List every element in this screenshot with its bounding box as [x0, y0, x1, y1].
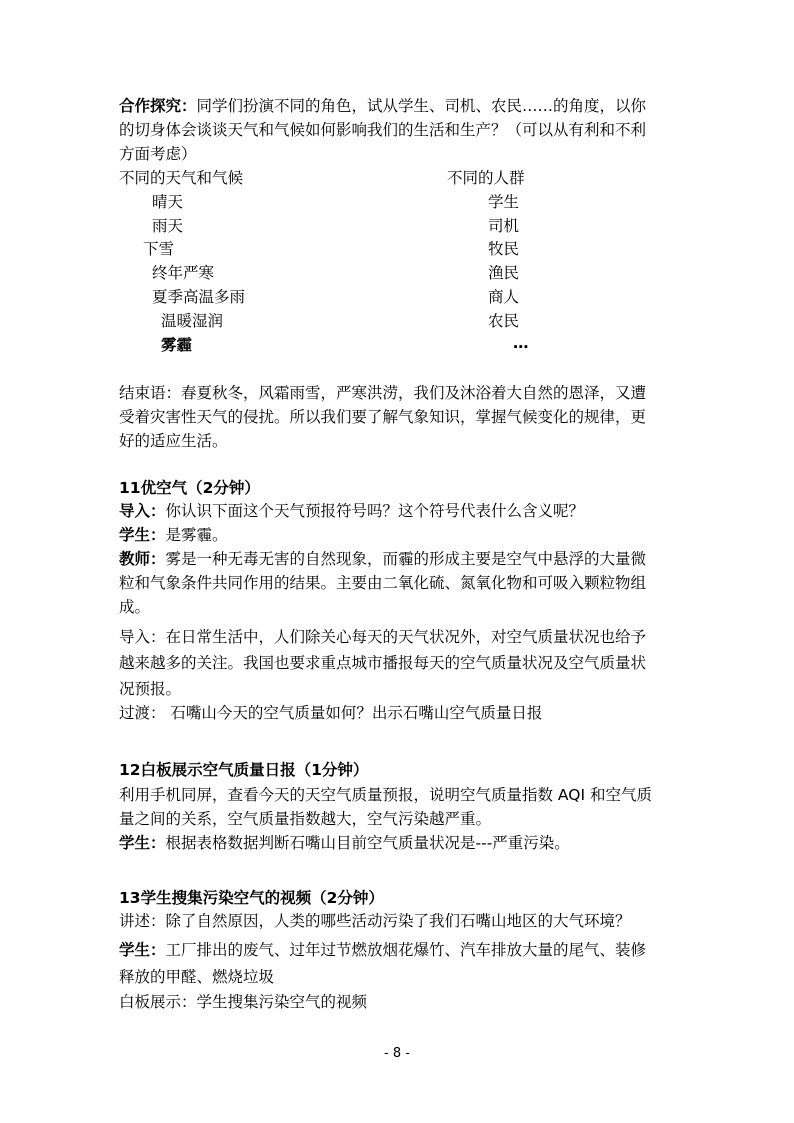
weather-item: 终年严寒 — [152, 264, 215, 282]
section-13-heading: 13学生搜集污染空气的视频（2分钟） — [119, 889, 384, 907]
teacher-text: 雾是一种无毒无害的自然现象，而霾的形成主要是空气中悬浮的大量微 — [165, 550, 647, 568]
conclusion-line: 受着灾害性天气的侵扰。所以我们要了解气象知识，掌握气候变化的规律，更 — [119, 408, 647, 426]
teacher-line: 成。 — [119, 598, 151, 616]
student-label: 学生： — [119, 941, 166, 959]
section-13-student-cont: 释放的甲醛、燃烧垃圾 — [119, 968, 275, 986]
intro-paragraph-line: 况预报。 — [119, 680, 182, 698]
section-12-heading: 12白板展示空气质量日报（1分钟） — [119, 761, 369, 779]
people-item: 牧民 — [488, 240, 520, 258]
people-item: 学生 — [488, 193, 520, 211]
transition-line: 过渡： 石嘴山今天的空气质量如何？出示石嘴山空气质量日报 — [119, 704, 543, 722]
right-header: 不同的人群 — [447, 169, 525, 187]
weather-item: 雨天 — [152, 217, 184, 235]
people-item: … — [513, 334, 529, 352]
student-label: 学生： — [119, 526, 166, 544]
conclusion-line: 好的适应生活。 — [119, 432, 228, 450]
section-11-heading: 11优空气（2分钟） — [119, 479, 260, 497]
section-11-student — [119, 524, 679, 546]
weather-item: 晴天 — [152, 193, 184, 211]
teacher-label: 教师： — [119, 550, 166, 568]
weather-item: 雾霾 — [161, 336, 193, 354]
section-13-student — [119, 939, 679, 961]
teacher-line: 粒和气象条件共同作用的结果。主要由二氧化硫、氮氧化物和可吸入颗粒物组 — [119, 574, 647, 592]
intro-paragraph-line: 越来越多的关注。我国也要求重点城市播报每天的空气质量状况及空气质量状 — [119, 654, 647, 672]
page-number: - 8 - — [384, 1046, 410, 1061]
left-header: 不同的天气和气候 — [119, 169, 244, 187]
people-item: 渔民 — [488, 264, 520, 282]
people-item: 司机 — [488, 217, 520, 235]
student-text: 是雾霾。 — [165, 526, 228, 544]
lead-text: 你认识下面这个天气预报符号吗？这个符号代表什么含义呢？ — [165, 502, 585, 520]
section-12-text: 利用手机同屏，查看今天的天空气质量预报，说明空气质量指数 AQI 和空气质 — [119, 786, 652, 804]
section-12-text: 量之间的关系，空气质量指数越大，空气污染越严重。 — [119, 810, 492, 828]
section-13-whiteboard: 白板展示：学生搜集污染空气的视频 — [119, 993, 368, 1011]
section-12-student — [119, 832, 679, 854]
lead-label: 导入： — [119, 502, 166, 520]
student-label: 学生： — [119, 834, 166, 852]
section-11-teacher — [119, 548, 679, 570]
intro-line-3: 方面考虑） — [119, 145, 197, 163]
people-item: 商人 — [488, 288, 520, 306]
weather-item: 温暖湿润 — [161, 312, 224, 330]
student-text: 根据表格数据判断石嘴山目前空气质量状况是---严重污染。 — [165, 834, 570, 852]
intro-line-2: 的切身体会谈谈天气和气候如何影响我们的生活和生产？（可以从有利和不利 — [119, 121, 647, 139]
section-11-question — [119, 500, 679, 522]
intro-text-1: 同学们扮演不同的角色，试从学生、司机、农民……的角度，以你 — [196, 97, 647, 115]
intro-paragraph-line: 导入：在日常生活中，人们除关心每天的天气状况外，对空气质量状况也给予 — [119, 628, 647, 646]
section-13-lecture: 讲述：除了自然原因，人类的哪些活动污染了我们石嘴山地区的大气环境？ — [119, 912, 631, 930]
people-item: 农民 — [488, 312, 520, 330]
intro-line-1 — [119, 95, 679, 117]
intro-label: 合作探究： — [119, 97, 197, 115]
weather-item: 下雪 — [143, 240, 175, 258]
student-text: 工厂排出的废气、过年过节燃放烟花爆竹、汽车排放大量的尾气、装修 — [165, 941, 647, 959]
conclusion-line: 结束语：春夏秋冬，风霜雨雪，严寒洪涝，我们及沐浴着大自然的恩泽，又遭 — [119, 384, 647, 402]
weather-item: 夏季高温多雨 — [152, 288, 246, 306]
